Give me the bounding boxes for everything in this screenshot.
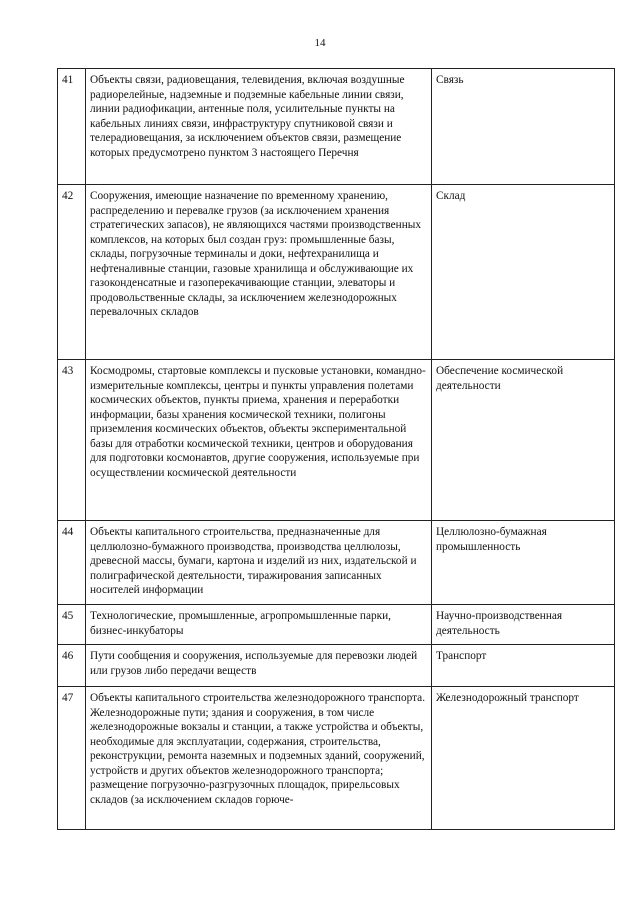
table-row — [58, 605, 615, 645]
row-category: Транспорт — [432, 645, 615, 687]
row-number: 42 — [58, 185, 86, 360]
row-description: Объекты капитального строительства, предназначенные для целлюлозно-бумажного производства, производства целлюлозы, древесной массы, бумаги, картона и изделий из них, издательской и полиграфической деятельности, тиражирования записанных носителей информации — [86, 521, 432, 605]
row-category: Научно-производственная деятельность — [432, 605, 615, 645]
table-row — [58, 521, 615, 605]
row-description: Космодромы, стартовые комплексы и пусковые установки, командно-измерительные комплексы, центры и пункты управления полетами космических объектов, пункты приема, хранения и переработки информации, базы хранения космической техники, полигоны приземления космических объектов, объекты экспериментальной базы для отработки космической техники, центров и оборудования для подготовки космонавтов, другие сооружения, используемые при осуществлении космической деятельности — [86, 360, 432, 521]
page-number: 14 — [314, 37, 326, 49]
row-category: Целлюлозно-бумажная промышленность — [432, 521, 615, 605]
table-row — [58, 360, 615, 521]
row-number: 41 — [58, 69, 86, 185]
table-row — [58, 69, 615, 185]
table-row — [58, 687, 615, 830]
row-description: Объекты связи, радиовещания, телевидения, включая воздушные радиорелейные, надземные и подземные кабельные линии связи, линии радиофикации, антенные поля, усилительные пункты на кабельных линиях связи, инфраструктуру спутниковой связи и телерадиовещания, за исключением объектов связи, размещение которых предусмотрено пунктом 3 настоящего Перечня — [86, 69, 432, 185]
table-row — [58, 185, 615, 360]
row-category: Обеспечение космической деятельности — [432, 360, 615, 521]
table-row — [58, 645, 615, 687]
row-category: Склад — [432, 185, 615, 360]
row-number: 43 — [58, 360, 86, 521]
row-number: 44 — [58, 521, 86, 605]
row-category: Железнодорожный транспорт — [432, 687, 615, 830]
row-number: 45 — [58, 605, 86, 645]
row-description: Сооружения, имеющие назначение по временному хранению, распределению и перевалке грузов (за исключением хранения стратегических запасов), не являющихся частями производственных комплексов, на которых был создан груз: промышленные базы, склады, погрузочные терминалы и доки, нефтехранилища и нефтеналивные станции, газовые хранилища и обслуживающие их газоконденсатные и газоперекачивающие станции, элеваторы и продовольственные склады, за исключением железнодорожных перевалочных складов — [86, 185, 432, 360]
row-category: Связь — [432, 69, 615, 185]
row-number: 46 — [58, 645, 86, 687]
row-description: Объекты капитального строительства железнодорожного транспорта. Железнодорожные пути; здания и сооружения, в том числе железнодорожные вокзалы и станции, а также устройства и объекты, необходимые для эксплуатации, содержания, строительства, реконструкции, ремонта наземных и подземных зданий, сооружений, устройств и других объектов железнодорожного транспорта; размещение погрузочно-разгрузочных площадок, прирельсовых складов (за исключением складов горюче- — [86, 687, 432, 830]
objects-table — [57, 68, 615, 830]
row-number: 47 — [58, 687, 86, 830]
row-description: Пути сообщения и сооружения, используемые для перевозки людей или грузов либо передачи веществ — [86, 645, 432, 687]
row-description: Технологические, промышленные, агропромышленные парки, бизнес-инкубаторы — [86, 605, 432, 645]
